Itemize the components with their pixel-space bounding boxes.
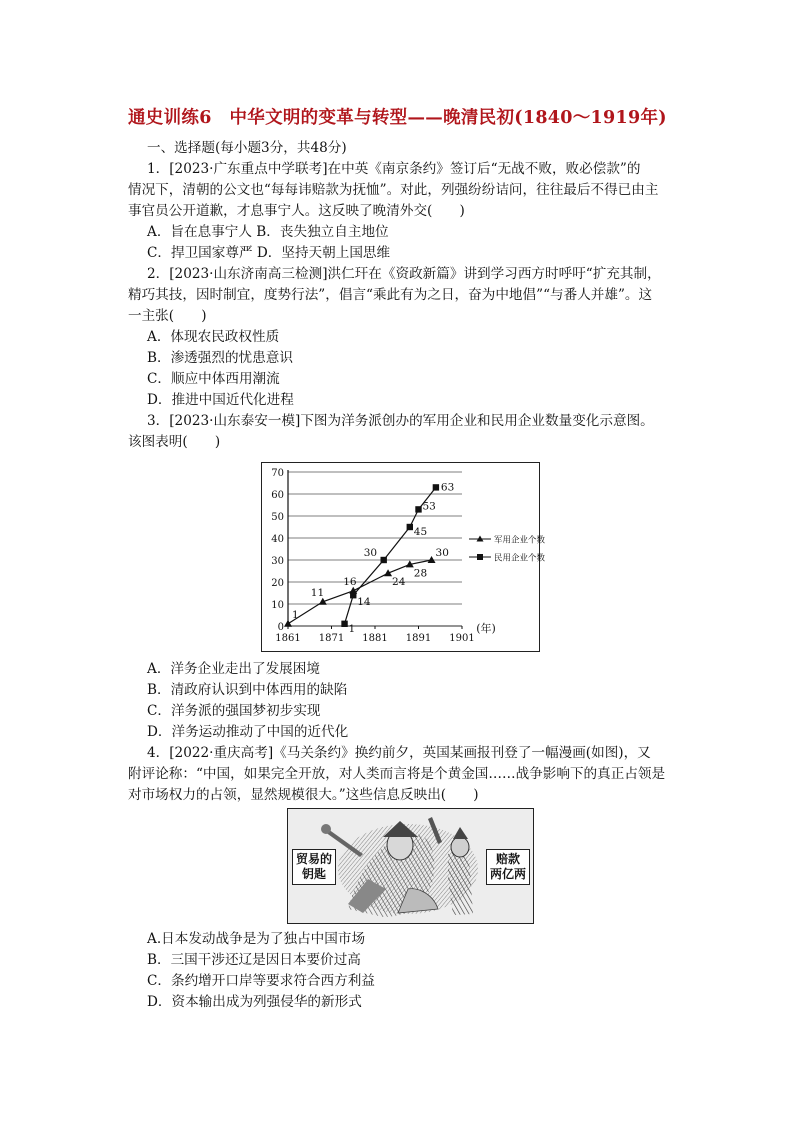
q4-line-1: 4．[2022·重庆高考]《马关条约》换约前夕，英国某画报刊登了一幅漫画(如图)，又 <box>147 745 651 761</box>
q3-option-c: C．洋务派的强国梦初步实现 <box>147 703 321 719</box>
data-label: 16 <box>343 575 357 588</box>
cartoon-label-indemnity-line-2: 两亿两 <box>490 867 527 881</box>
q4-option-c: C．条约增开口岸等要求符合西方利益 <box>147 973 375 989</box>
y-tick-label: 10 <box>271 600 284 611</box>
military-point <box>284 620 292 627</box>
page-title: 通史训练6 中华文明的变革与转型——晚清民初(1840～1919年) <box>128 108 667 128</box>
q4-line-3: 对市场权力的占领，显然规模很大。”这些信息反映出( ) <box>128 787 479 803</box>
civilian-point <box>381 557 387 563</box>
legend-label: 军用企业个数 <box>494 535 546 546</box>
civilian-point <box>341 621 347 627</box>
q2-option-b: B．渗透强烈的忧患意识 <box>147 350 293 366</box>
cartoon-label-trade-key-line-2: 钥匙 <box>302 867 327 881</box>
x-tick-label: 1901 <box>449 633 475 644</box>
q1-line-2: 情况下，清朝的公文也“每每讳赔款为抚恤”。对此，列强纷纷诘问，往往最后不得已由主 <box>128 182 659 198</box>
q2-option-c: C．顺应中体西用潮流 <box>147 371 280 387</box>
q4-line-2: 附评论称：“中国，如果完全开放，对人类而言将是个黄金国……战争影响下的真正占领是 <box>128 766 666 782</box>
y-tick-label: 70 <box>271 468 284 479</box>
data-label: 24 <box>392 576 406 589</box>
x-axis-label: (年) <box>476 622 496 635</box>
data-label: 1 <box>348 622 356 635</box>
q1-options-ab: A．旨在息事宁人 B．丧失独立自主地位 <box>147 224 389 240</box>
q4-option-b: B．三国干涉还辽是因日本要价过高 <box>147 952 361 968</box>
cartoon-label-indemnity <box>486 849 530 885</box>
data-label: 14 <box>357 596 371 609</box>
y-tick-label: 50 <box>271 512 284 523</box>
series-line-1 <box>288 560 432 624</box>
q3-option-b: B．清政府认识到中体西用的缺陷 <box>147 682 348 698</box>
cartoon-label-indemnity-line-1: 赔款 <box>496 852 521 866</box>
q2-option-a: A．体现农民政权性质 <box>147 329 280 345</box>
cartoon-label-trade-key-line-1: 贸易的 <box>296 852 333 866</box>
legend-marker-square <box>477 554 483 560</box>
civilian-point <box>407 524 413 530</box>
data-label: 53 <box>422 500 436 513</box>
data-label: 63 <box>440 481 455 494</box>
x-tick-label: 1891 <box>405 633 432 644</box>
enterprise-chart <box>261 462 546 652</box>
q1-options-cd: C．捍卫国家尊严 D．坚持天朝上国思维 <box>147 245 391 261</box>
data-label: 11 <box>310 586 325 599</box>
data-label: 30 <box>435 547 449 559</box>
q2-line-1: 2．[2023·山东济南高三检测]洪仁玕在《资政新篇》讲到学习西方时呼吁“扩充其制， <box>147 266 661 282</box>
q2-line-2: 精巧其技，因时制宜，度势行法”，倡言“乘此有为之日，奋为中地倡”“与番人并雄”。这 <box>128 287 653 303</box>
x-tick-label: 1871 <box>318 633 345 644</box>
y-tick-label: 20 <box>271 578 284 589</box>
x-tick-label: 1861 <box>275 633 301 644</box>
q1-line-3: 事官员公开道歉，才息事宁人。这反映了晚清外交( ) <box>128 203 465 219</box>
y-tick-label: 0 <box>277 622 284 633</box>
q3-line-1: 3．[2023·山东泰安一模]下图为洋务派创办的军用企业和民用企业数量变化示意图。 <box>147 413 654 429</box>
q4-option-a: A.日本发动战争是为了独占中国市场 <box>147 931 366 947</box>
q3-option-a: A．洋务企业走出了发展困境 <box>147 661 320 677</box>
q3-line-2: 该图表明( ) <box>128 434 221 450</box>
x-tick-label: 1881 <box>362 633 388 644</box>
q1-line-1: 1．[2023·广东重点中学联考]在中英《南京条约》签订后“无战不败，败必偿款”的 <box>147 161 641 177</box>
q3-option-d: D．洋务运动推动了中国的近代化 <box>147 724 349 740</box>
data-label: 1 <box>292 608 299 621</box>
civilian-point <box>350 592 356 598</box>
chart-svg <box>262 463 546 651</box>
y-tick-label: 60 <box>271 490 284 501</box>
q2-option-d: D．推进中国近代化进程 <box>147 392 294 408</box>
q2-line-3: 一主张( ) <box>128 308 207 324</box>
legend-label: 民用企业个数 <box>494 553 546 564</box>
y-tick-label: 40 <box>271 534 284 545</box>
section-heading: 一、选择题(每小题3分，共48分) <box>147 140 347 156</box>
data-label: 45 <box>413 526 428 538</box>
data-label: 28 <box>413 567 428 580</box>
q4-option-d: D．资本输出成为列强侵华的新形式 <box>147 994 362 1010</box>
y-tick-label: 30 <box>271 556 284 567</box>
military-point <box>428 556 436 563</box>
cartoon-image <box>287 808 534 924</box>
civilian-point <box>433 484 439 490</box>
cartoon-label-trade-key <box>292 849 336 885</box>
data-label: 30 <box>363 547 378 559</box>
civilian-point <box>415 506 421 512</box>
